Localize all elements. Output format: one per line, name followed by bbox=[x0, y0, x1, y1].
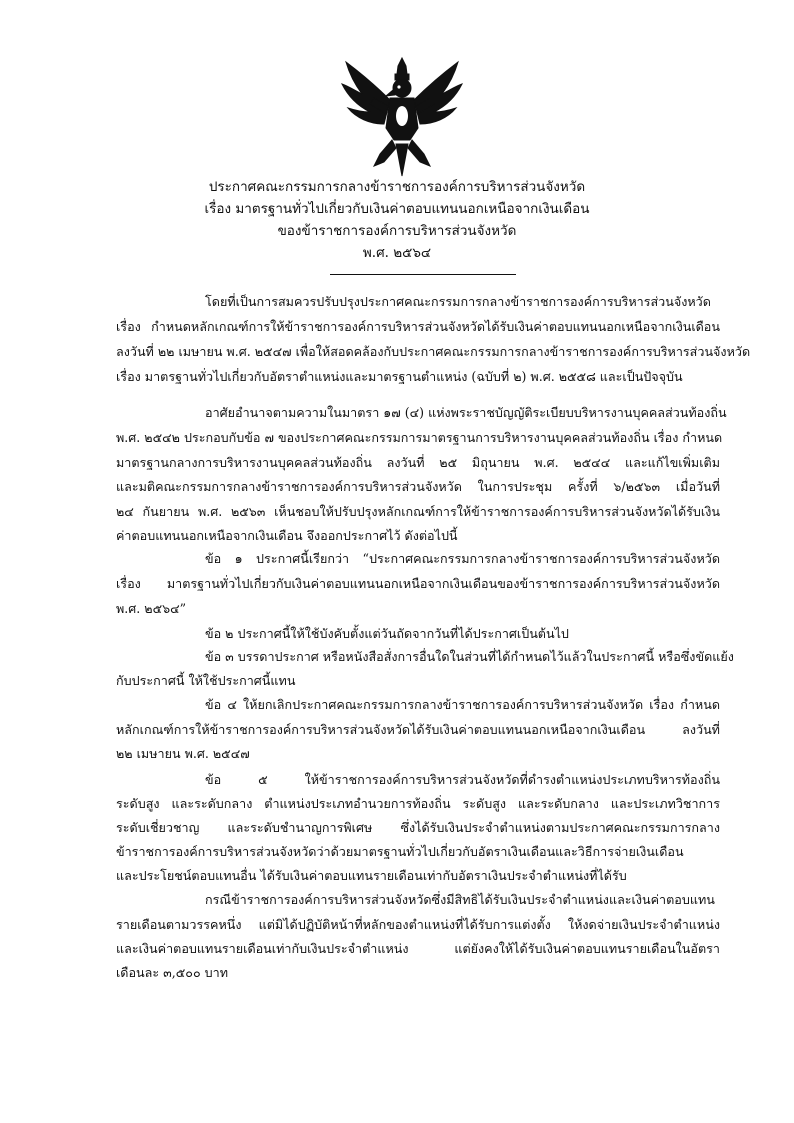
body-line: อาศัยอำนาจตามความในมาตรา ๑๗ (๔) แห่งพระราชบัญญัติระเบียบบริหารงานบุคคลส่วนท้องถิ่น bbox=[205, 405, 727, 420]
body-line: โดยที่เป็นการสมควรปรับปรุงประกาศคณะกรรมการกลางข้าราชการองค์การบริหารส่วนจังหวัด bbox=[205, 294, 711, 309]
body-line: ข้อ ๔ ให้ยกเลิกประกาศคณะกรรมการกลางข้าราชการองค์การบริหารส่วนจังหวัด เรื่อง กำหนด bbox=[205, 697, 720, 712]
body-line: ข้อ ๓ บรรดาประกาศ หรือหนังสือสั่งการอื่นใดในส่วนที่ได้กำหนดไว้แล้วในประกาศนี้ หรือซึ่งขัดแย้ง bbox=[205, 649, 734, 664]
title-line-2: เรื่อง มาตรฐานทั่วไปเกี่ยวกับเงินค่าตอบแทนนอกเหนือจากเงินเดือน bbox=[204, 201, 590, 217]
body-line: และประโยชน์ตอบแทนอื่น ได้รับเงินค่าตอบแทนรายเดือนเท่ากับอัตราเงินประจำตำแหน่งที่ได้รับ bbox=[116, 868, 627, 883]
garuda-emblem bbox=[340, 56, 464, 178]
body-line: มาตรฐานกลางการบริหารงานบุคคลส่วนท้องถิ่น ลงวันที่ ๒๕ มิถุนายน พ.ศ. ๒๕๔๔ และแก้ไขเพิ่มเติม bbox=[116, 455, 720, 470]
body-line: ค่าตอบแทนนอกเหนือจากเงินเดือน จึงออกประกาศไว้ ดังต่อไปนี้ bbox=[116, 528, 458, 543]
body-line: เดือนละ ๓,๕๐๐ บาท bbox=[116, 965, 229, 980]
body-line: และเงินค่าตอบแทนรายเดือนเท่ากับเงินประจำตำแหน่ง แต่ยังคงให้ได้รับเงินค่าตอบแทนรายเดือนในอัตรา bbox=[116, 941, 720, 956]
body-line: เรื่อง มาตรฐานทั่วไปเกี่ยวกับเงินค่าตอบแทนนอกเหนือจากเงินเดือนของข้าราชการองค์การบริหารส่วนจังหวัด bbox=[116, 576, 720, 591]
body-line: หลักเกณฑ์การให้ข้าราชการองค์การบริหารส่วนจังหวัดได้รับเงินค่าตอบแทนนอกเหนือจากเงินเดือน ลงวันที่ bbox=[116, 722, 720, 737]
body-line: ข้าราชการองค์การบริหารส่วนจังหวัดว่าด้วยมาตรฐานทั่วไปเกี่ยวกับอัตราเงินเดือนและวิธีการจ่ายเงินเดือน bbox=[116, 844, 684, 859]
title-underline bbox=[330, 274, 516, 275]
body-line: ๒๒ เมษายน พ.ศ. ๒๕๔๗ bbox=[116, 746, 250, 761]
body-line: และมติคณะกรรมการกลางข้าราชการองค์การบริหารส่วนจังหวัด ในการประชุม ครั้งที่ ๖/๒๕๖๓ เมื่อวันที่ bbox=[116, 479, 720, 494]
body-line: ระดับสูง และระดับกลาง ตำแหน่งประเภทอำนวยการท้องถิ่น ระดับสูง และระดับกลาง และประเภทวิชาการ bbox=[116, 796, 720, 811]
title-line-3: ของข้าราชการองค์การบริหารส่วนจังหวัด bbox=[277, 223, 517, 239]
title-year: พ.ศ. ๒๕๖๔ bbox=[362, 245, 432, 261]
body-line: ระดับเชี่ยวชาญ และระดับชำนาญการพิเศษ ซึ่งได้รับเงินประจำตำแหน่งตามประกาศคณะกรรมการกลาง bbox=[116, 820, 720, 835]
body-line: กรณีข้าราชการองค์การบริหารส่วนจังหวัดซึ่งมีสิทธิได้รับเงินประจำตำแหน่งและเงินค่าตอบแทน bbox=[205, 892, 715, 907]
body-line: ข้อ ๕ ให้ข้าราชการองค์การบริหารส่วนจังหวัดที่ดำรงตำแหน่งประเภทบริหารท้องถิ่น bbox=[205, 772, 720, 787]
body-line: กับประกาศนี้ ให้ใช้ประกาศนี้แทน bbox=[116, 673, 296, 688]
body-line: ลงวันที่ ๒๒ เมษายน พ.ศ. ๒๕๔๗ เพื่อให้สอดคล้องกับประกาศคณะกรรมการกลางข้าราชการองค์การบริหารส่วนจังหวัด bbox=[116, 344, 751, 359]
body-line: ข้อ ๒ ประกาศนี้ให้ใช้บังคับตั้งแต่วันถัดจากวันที่ได้ประกาศเป็นต้นไป bbox=[205, 626, 569, 641]
body-line: รายเดือนตามวรรคหนึ่ง แต่มิได้ปฏิบัติหน้าที่หลักของตำแหน่งที่ได้รับการแต่งตั้ง ให้งดจ่ายเงินประจำตำแหน่ง bbox=[116, 917, 720, 932]
body-line: พ.ศ. ๒๕๔๒ ประกอบกับข้อ ๗ ของประกาศคณะกรรมการมาตรฐานการบริหารงานบุคคลส่วนท้องถิ่น เรื่อง กำหนด bbox=[116, 430, 723, 445]
body-line: ๒๔ กันยายน พ.ศ. ๒๕๖๓ เห็นชอบให้ปรับปรุงหลักเกณฑ์การให้ข้าราชการองค์การบริหารส่วนจังหวัดได้รับเงิน bbox=[116, 504, 720, 519]
body-line: ข้อ ๑ ประกาศนี้เรียกว่า “ประกาศคณะกรรมการกลางข้าราชการองค์การบริหารส่วนจังหวัด bbox=[205, 551, 720, 566]
body-line: เรื่อง มาตรฐานทั่วไปเกี่ยวกับอัตราตำแหน่งและมาตรฐานตำแหน่ง (ฉบับที่ ๒) พ.ศ. ๒๕๕๘ และเป็นปัจจุบัน bbox=[116, 369, 683, 384]
body-line: เรื่อง กำหนดหลักเกณฑ์การให้ข้าราชการองค์การบริหารส่วนจังหวัดได้รับเงินค่าตอบแทนนอกเหนือจากเงินเดือน bbox=[116, 319, 720, 334]
title-line-1: ประกาศคณะกรรมการกลางข้าราชการองค์การบริหารส่วนจังหวัด bbox=[208, 179, 586, 195]
body-line: พ.ศ. ๒๕๖๔” bbox=[116, 601, 187, 616]
